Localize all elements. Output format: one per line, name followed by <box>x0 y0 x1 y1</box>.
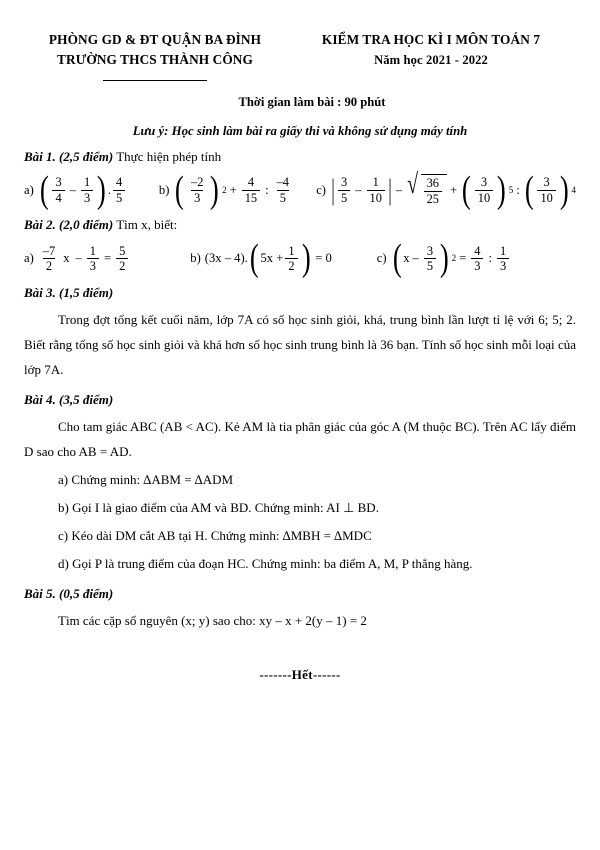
header-school-block <box>24 30 286 81</box>
plus-sign: + <box>449 182 458 197</box>
problem-1-instruction: Thực hiện phép tính <box>116 149 222 164</box>
school-name: TRƯỜNG THCS THÀNH CÔNG <box>57 52 253 67</box>
problem-2c-label: c) <box>376 250 387 265</box>
variable-x: x <box>403 250 410 265</box>
close-paren: ) <box>210 169 220 211</box>
minus-sign-2: – <box>395 182 403 197</box>
open-paren: ( <box>39 169 49 211</box>
fraction-4-15: $\frac{4}{15}$ <box>242 175 260 205</box>
minus-sign: – <box>355 182 362 197</box>
problem-1b-label: b) <box>158 182 170 197</box>
problem-1b <box>158 169 294 211</box>
problem-1-heading <box>24 149 576 165</box>
open-paren: ( <box>249 237 259 280</box>
problem-2c <box>376 237 511 280</box>
fraction-3-10-a: $\frac{3}{10}$ <box>475 175 493 205</box>
equation-right: = 0 <box>315 250 332 265</box>
absolute-bar-open: | <box>331 173 335 207</box>
close-paren: ) <box>439 237 449 280</box>
problem-3-heading <box>24 285 576 301</box>
minus-sign: – <box>75 250 82 265</box>
problem-2b-label: b) <box>190 250 201 265</box>
exponent: 2 <box>222 185 227 196</box>
fraction-4-3: $\frac{4}{3}$ <box>471 244 483 274</box>
fraction-3-5: $\frac{3}{5}$ <box>338 175 350 205</box>
fraction-3-10-b: $\frac{3}{10}$ <box>537 175 555 205</box>
fraction-neg7-2: $\frac{-7}{2}$ <box>42 243 56 273</box>
problem-5-heading <box>24 586 576 602</box>
equals-sign: = <box>459 250 467 265</box>
factor-one: (3x – 4). <box>204 250 248 265</box>
colon-operator: : <box>265 182 269 197</box>
problem-2b <box>190 237 334 280</box>
problem-4-item-b: b) Gọi I là giao điểm của AM và BD. Chứng minh: AI ⊥ BD. <box>58 500 379 516</box>
problem-2-instruction: Tìm x, biết: <box>116 217 178 233</box>
problem-5-body: Tìm các cặp số nguyên (x; y) sao cho: xy – x + 2(y – 1) = 2 <box>58 613 367 629</box>
fraction-1-3: $\frac{1}{3}$ <box>87 244 99 274</box>
end-marker: -------Hết------ <box>259 667 341 683</box>
close-paren: ) <box>497 169 506 211</box>
fraction-1-3: $\frac{1}{3}$ <box>81 175 93 205</box>
header-divider <box>103 80 207 81</box>
problem-2a-label: a) <box>24 250 34 265</box>
fraction-neg2-3: $\frac{-2}{3}$ <box>191 175 204 205</box>
exponent-5: 5 <box>508 185 514 196</box>
problem-3-body: Trong đợt tổng kết cuối năm, lớp 7A có số học sinh giỏi, khá, trung bình lần lượt tỉ lệ với 6; 5; 2. Biết rằng tổng số học sinh giỏi và khá hơn số học sinh trung bình là 36 bạn. Tính số học sinh mỗi loại của lớp 7A. <box>24 312 576 378</box>
plus-sign: + <box>229 182 237 197</box>
fraction-3-4: $\frac{3}{4}$ <box>52 175 64 205</box>
fraction-3-5: $\frac{3}{5}$ <box>424 244 436 274</box>
problem-4-item-c: c) Kéo dài DM cắt AB tại H. Chứng minh: ∆MBH = ∆MDC <box>58 528 372 544</box>
exam-body <box>0 149 600 683</box>
fraction-5-2: $\frac{5}{2}$ <box>116 244 128 274</box>
colon-operator: : <box>488 250 492 265</box>
department-name: PHÒNG GD & ĐT QUẬN BA ĐÌNH <box>48 32 262 47</box>
square-root <box>405 169 447 206</box>
problem-4-body: Cho tam giác ABC (AB < AC). Kẻ AM là tia phân giác của góc A (M thuộc BC). Trên AC lấy điểm D sao cho AB = AD. <box>24 419 576 460</box>
header-exam-block <box>286 30 576 81</box>
exam-note: Lưu ý: Học sinh làm bài ra giấy thi và không sử dụng máy tính <box>132 124 468 138</box>
problem-2-label: Bài 2. (2,0 điểm) <box>24 217 114 233</box>
problem-1a-label: a) <box>24 182 34 197</box>
school-year: Năm học 2021 - 2022 <box>374 53 488 67</box>
fraction-1-10: $\frac{1}{10}$ <box>367 175 385 205</box>
problem-3-label: Bài 3. (1,5 điểm) <box>24 285 114 301</box>
absolute-bar-close: | <box>388 173 392 207</box>
problem-4-item-a: a) Chứng minh: ∆ABM = ∆ADM <box>58 472 234 488</box>
exponent-4: 4 <box>571 185 576 196</box>
problem-1c-label: c) <box>316 182 326 197</box>
problem-1-expressions <box>24 169 576 211</box>
problem-4-label: Bài 4. (3,5 điểm) <box>24 392 114 408</box>
problem-4-item-d: d) Gọi P là trung điểm của đoạn HC. Chứng minh: ba điểm A, M, P thẳng hàng. <box>58 556 473 572</box>
problem-1c <box>316 169 576 211</box>
minus-sign: – <box>69 182 76 197</box>
exam-duration: Thời gian làm bài : 90 phút <box>238 95 386 109</box>
problem-1a <box>24 169 127 211</box>
fraction-1-3-b: $\frac{1}{3}$ <box>497 244 509 274</box>
variable-x: x <box>63 250 70 265</box>
close-paren: ) <box>301 237 311 280</box>
close-paren: ) <box>559 169 569 211</box>
problem-2-expressions <box>24 237 576 280</box>
fraction-neg4-5: $\frac{-4}{5}$ <box>276 175 289 205</box>
fraction-1-2: $\frac{1}{2}$ <box>285 244 297 274</box>
document-header <box>0 0 600 81</box>
problem-4-heading <box>24 392 576 408</box>
radical-sign: √ <box>407 169 419 201</box>
open-paren: ( <box>392 237 402 280</box>
minus-sign: – <box>412 250 419 265</box>
factor-two: 5x + <box>260 250 284 265</box>
dot-operator: . <box>107 182 111 197</box>
open-paren: ( <box>524 169 534 211</box>
equals-sign: = <box>103 250 112 265</box>
open-paren: ( <box>461 169 471 211</box>
problem-1-label: Bài 1. (2,5 điểm) <box>24 149 114 164</box>
open-paren: ( <box>175 169 185 211</box>
problem-5-label: Bài 5. (0,5 điểm) <box>24 586 114 602</box>
problem-2-heading <box>24 217 576 233</box>
exam-title: KIỂM TRA HỌC KÌ I MÔN TOÁN 7 <box>321 32 541 47</box>
close-paren: ) <box>97 169 106 211</box>
colon-operator: : <box>516 182 520 197</box>
fraction-4-5: $\frac{4}{5}$ <box>113 175 125 205</box>
problem-2a <box>24 244 130 274</box>
fraction-36-25: $\frac{36}{25}$ <box>424 176 442 206</box>
exponent-2: 2 <box>451 253 457 264</box>
